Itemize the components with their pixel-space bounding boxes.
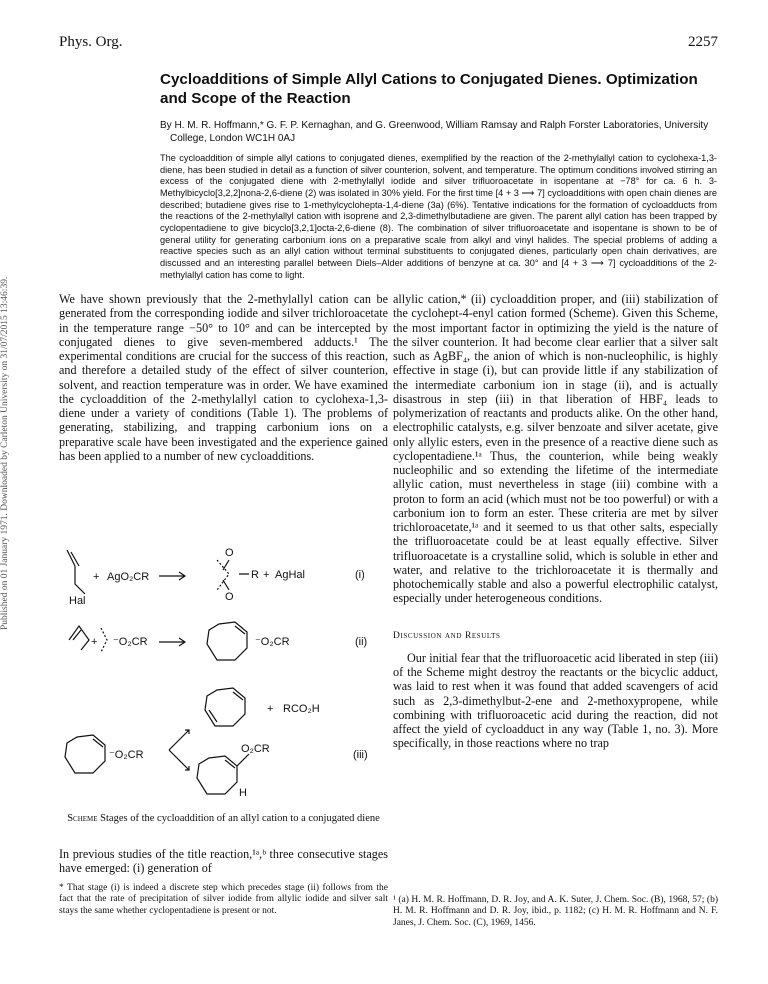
allyl-cation-small xyxy=(101,628,107,652)
reaction-scheme xyxy=(59,544,388,806)
silver-halide-label: AgHal xyxy=(275,569,305,581)
diene-structure xyxy=(69,626,89,650)
hydrogen-label: H xyxy=(239,787,247,799)
acid-label: RCO₂H xyxy=(283,703,320,715)
plus-sign-1: + xyxy=(93,571,100,583)
footnote-references: ¹ (a) H. M. R. Hoffmann, D. R. Joy, and A. K. Suter, J. Chem. Soc. (B), 1968, 57; (b) H. M. R. Hoffmann and D. R. Joy, ibid., p. 1182; (c) H. M. R. Hoffmann and N. F. Janes, J. Chem. Soc. (C), 1969, 1456. xyxy=(393,895,718,928)
step-label-ii: (ii) xyxy=(355,636,368,648)
footnote-star: * That stage (i) is indeed a discrete step which precedes stage (ii) follows from the fact that the rate of precipitation of silver iodide from allylic iodide and silver salt stays the same whether cyclopentadiene is present or not. xyxy=(59,883,388,916)
caption-label: Scheme xyxy=(67,813,98,824)
caption-text: Stages of the cycloaddition of an allyl cation to a conjugated diene xyxy=(100,813,380,824)
intro-paragraph: We have shown previously that the 2-methylallyl cation can be generated from the corresponding iodide and silver trichloroacetate in the temperature range −50° to 10° and can be intercepted by conjugated dienes to give seven-membered adducts.¹ The experimental conditions are crucial for the success of this reaction, and therefore a detailed study of the effect of silver counterion, solvent, and reaction temperature was in order. We have examined the cycloaddition of the 2-methylallyl cation to cyclohexa-1,3-diene under a variety of conditions (Table 1). The problems of generating, stabilizing, and trapping carbonium ions on a preparative scale have been investigated and the experience gained has been applied to a number of new cycloadditions. xyxy=(59,292,388,463)
cycloheptenyl-cation xyxy=(207,622,247,660)
section-heading: Discussion and Results xyxy=(393,630,501,641)
r-substituent-label: R xyxy=(251,569,259,581)
author-line: By H. M. R. Hoffmann,* G. F. P. Kernaghan, and G. Greenwood, William Ramsay and Ralph Forster Laboratories, University College, London WC1H 0AJ xyxy=(160,120,709,144)
cycloheptadiene-product xyxy=(205,688,245,726)
journal-name: Phys. Org. xyxy=(59,34,123,50)
halide-label: Hal xyxy=(69,595,86,607)
allyl-cation-structure xyxy=(217,560,229,590)
anion-label-2: ⁻O₂CR xyxy=(255,636,290,648)
ester-label: O₂CR xyxy=(241,743,270,755)
branching-lines xyxy=(169,730,189,770)
plus-sign-4: + xyxy=(267,703,274,715)
allyl-halide-structure xyxy=(67,550,85,594)
plus-sign-3: + xyxy=(91,636,98,648)
abstract: The cycloaddition of simple allyl cations to conjugated dienes, exemplified by the reaction of the 2-methylallyl cation to cyclohexa-1,3-diene, has been studied in detail as a function of silver counterion, solvent, and temperature. The optimum conditions involved stirring an excess of the conjugated diene with 2-methylallyl iodide and silver trifluoroacetate in isopentane at −78° for ca. 6 h. 3-Methylbicyclo[3,2,2]nona-2,6-diene (2) was isolated in 30% yield. For the first time [4 + 3 ⟶ 7] cycloadditions with open chain dienes are described; butadiene gives rise to 1-methylcyclohepta-1,4-diene (3a) (6%). Tentative indications for the formation of cycloadducts from the reactions of the 2-methylallyl cation with isoprene and 2,3-dimethylbutadiene are given. The parent allyl cation has been trapped by cyclopentadiene to give bicyclo[3,2,1]octa-2,6-diene (8). The combination of silver trifluoroacetate and isopentane is shown to be of general utility for generating carbonium ions on a preparative scale from alkyl and vinyl halides. The special problems of adding a reactive species such as an allyl cation without terminal substituents to conjugated dienes, particularly open chain derivatives, are discussed and an interesting parallel between Diels–Alder additions of benzyne at ca. 30° and [4 + 3 ⟶ 7] cycloadditions of the 2-methylallyl cation has come to light. xyxy=(160,153,717,280)
plus-sign-2: + xyxy=(263,569,270,581)
scheme-caption xyxy=(59,813,388,825)
stages-paragraph: In previous studies of the title reaction,¹ᵃ,ᵇ three consecutive stages have emerged: (i) generation of xyxy=(59,847,388,876)
step-label-i: (i) xyxy=(355,569,365,581)
reaction-arrow-2 xyxy=(159,638,185,646)
page-number: 2257 xyxy=(688,34,718,50)
oxygen-top-label: O xyxy=(225,547,234,559)
reaction-arrow-1 xyxy=(159,572,185,580)
right-column xyxy=(393,292,718,751)
stages-discussion: allylic cation,* (ii) cycloaddition proper, and (iii) stabilization of the cyclohept-4-enyl cation formed (Scheme). Given this Scheme, the most important factor in optimizing the yield is the nature of the silver counterion. It had become clear earlier that a silver salt such as AgBF₄, the anion of which is non-nucleophilic, is highly effective in stage (i), but can provide little if any stabilization of the intermediate carbonium ion in stage (ii), and is actually disastrous in step (iii) in that liberation of HBF₄ leads to polymerization of reactants and products alike. On the other hand, electrophilic catalysts, e.g. silver benzoate and silver acetate, give only allylic esters, even in the presence of a reactive diene such as cyclopentadiene.¹ᵃ Thus, the counterion, while being weakly nucleophilic and so extending the lifetime of the intermediate allylic cation, must nevertheless in stage (iii) combine with a proton to form an acid (which must not be too powerful) or with a carbonium ion to form an ester. These criteria are met by silver trichloroacetate,¹ᵃ and it seemed to us that other salts, especially the trifluoroacetate could be at least equally effective. Silver trifluoroacetate is a crystalline solid, which is soluble in ether and water, and relative to the trichloroacetate it is thermally and photochemically stable and also a powerful electrophilic catalyst, especially under heterogeneous conditions. xyxy=(393,292,718,606)
cycloheptenyl-cation-left xyxy=(65,735,105,773)
left-column-continued xyxy=(59,847,388,876)
results-paragraph: Our initial fear that the trifluoroacetic acid liberated in step (iii) of the Scheme might destroy the reactants or the bicyclic adduct, was laid to rest when it was found that added scavengers of acid such as 2,3-dimethylbut-2-ene and 2-methoxypropene, while combining with trifluoroacetic acid during the reaction, did not affect the yield of cycloadduct in any way (Table 1, no. 3). More specifically, in those reactions where no trap xyxy=(393,650,718,751)
download-watermark: Published on 01 January 1971. Downloaded by Carleton University on 31/07/2015 13:46:39. xyxy=(0,276,10,630)
article-title: Cycloadditions of Simple Allyl Cations to Conjugated Dienes. Optimization and Scope of the Reaction xyxy=(160,71,698,107)
anion-label-1: ⁻O₂CR xyxy=(113,636,148,648)
silver-salt-label: AgO₂CR xyxy=(107,571,150,583)
cycloheptenyl-ester xyxy=(197,756,237,794)
step-label-iii: (iii) xyxy=(353,749,368,761)
oxygen-bottom-label: O xyxy=(225,591,234,603)
left-column-intro xyxy=(59,292,388,463)
anion-label-3: ⁻O₂CR xyxy=(109,749,144,761)
